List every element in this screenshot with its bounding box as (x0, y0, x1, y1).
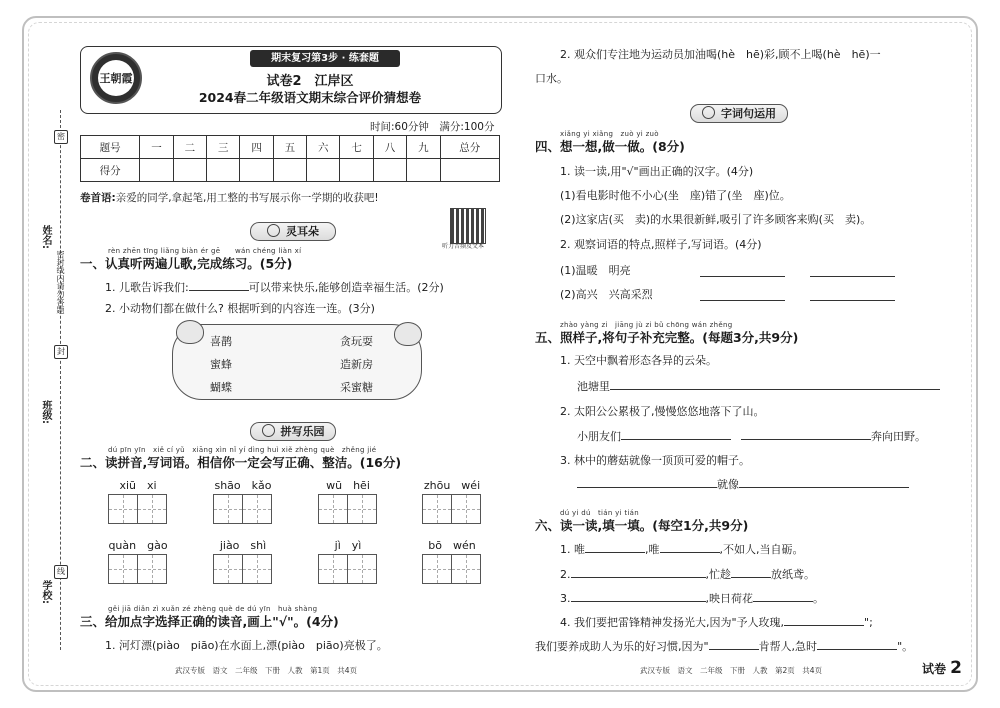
score-header-cell: 题号 (81, 136, 140, 159)
score-header-cell: 五 (273, 136, 306, 159)
q5-sentence: 1. 天空中飘着形态各异的云朵。 (560, 354, 717, 367)
q4-item[interactable]: (1)看电影时他不小心(坐 座)错了(坐 座)位。 (560, 189, 791, 202)
score-header-cell: 一 (140, 136, 173, 159)
preface: 卷首语:亲爱的同学,拿起笔,用工整的书写展示你一学期的收获吧! (80, 192, 379, 204)
q5-sentence: 3. 林中的蘑菇就像一顶顶可爱的帽子。 (560, 454, 750, 467)
q5-sentence: 2. 太阳公公累极了,慢慢悠悠地落下了山。 (560, 405, 765, 418)
q4-item: (2)高兴 兴高采烈 (560, 288, 653, 301)
pinyin-word: wū hēi (326, 479, 370, 492)
pinyin-word: quàn gào (108, 539, 168, 552)
writing-grid[interactable] (213, 554, 272, 584)
writing-grid[interactable] (422, 554, 481, 584)
match-right-word[interactable]: 造新房 (340, 358, 373, 371)
answer-blank[interactable] (660, 552, 720, 553)
class-label: 班级: (40, 400, 51, 424)
binding-dot: 线 (54, 565, 68, 579)
score-cell[interactable] (373, 159, 406, 182)
q6-item: 我们要养成助人为乐的好习惯,因为" 肯帮人,急时 "。 (535, 640, 914, 653)
q5-answer-line: 池塘里 (577, 378, 940, 394)
answer-blank[interactable] (709, 649, 759, 650)
writing-grid[interactable] (422, 494, 481, 524)
match-left-word[interactable]: 喜鹊 (210, 335, 232, 348)
answer-blank[interactable] (571, 577, 706, 578)
score-header-cell: 三 (207, 136, 240, 159)
answer-blank[interactable] (700, 276, 785, 277)
pinyin-word: shāo kǎo (214, 479, 272, 492)
question-4-title: 四、想一想,做一做。(8分) (535, 139, 685, 154)
answer-blank[interactable] (610, 389, 940, 390)
score-cell[interactable] (240, 159, 273, 182)
step-bar: 期末复习第3步 · 练套题 (250, 50, 400, 67)
score-header-cell: 四 (240, 136, 273, 159)
answer-blank[interactable] (810, 276, 895, 277)
answer-blank[interactable] (621, 439, 731, 440)
pinyin-hint: rèn zhēn tīng liǎng biàn ér gē wán chéng liàn xí (108, 247, 302, 255)
score-row-label: 得分 (81, 159, 140, 182)
question-5-title: 五、照样子,将句子补充完整。(每题3分,共9分) (535, 330, 799, 345)
q6-item: 4. 我们要把雷锋精神发扬光大,因为"予人玫瑰, "; (560, 616, 873, 629)
paper-badge: 试卷 2 (921, 658, 962, 678)
score-header-cell: 六 (307, 136, 340, 159)
answer-blank[interactable] (731, 577, 771, 578)
footer-left: 武汉专版 语文 二年级 下册 人教 第1页 共4页 (175, 666, 358, 675)
pinyin-word: jiào shì (219, 539, 267, 552)
score-cell[interactable] (407, 159, 440, 182)
section-listen: 灵耳朵 (250, 222, 336, 241)
question-2-title: 二、读拼音,写词语。相信你一定会写正确、整洁。(16分) (80, 455, 402, 470)
score-header-cell: 二 (173, 136, 206, 159)
time-score: 时间:60分钟 满分:100分 (370, 121, 495, 133)
pinyin-hint: xiǎng yi xiǎng zuò yi zuò (560, 130, 659, 138)
qr-caption: 听力音频及文本 (442, 243, 485, 250)
writing-grid[interactable] (108, 494, 167, 524)
match-left-word[interactable]: 蜜蜂 (210, 358, 232, 371)
paper-title: 试卷2 江岸区 (266, 74, 354, 89)
section-pinyin: 拼写乐园 (250, 422, 336, 441)
bird-icon (394, 322, 422, 346)
q3-sentence[interactable]: 1. 河灯漂(piào piāo)在水面上,漂(piào piāo)亮极了。 (105, 639, 388, 652)
score-cell[interactable] (173, 159, 206, 182)
q4-sentence: 1. 读一读,用"√"画出正确的汉字。(4分) (560, 165, 754, 178)
q6-item: 1. 唯 ,唯 ,不如人,当自砺。 (560, 543, 804, 556)
score-cell[interactable] (273, 159, 306, 182)
pinyin-word: jì yì (334, 539, 362, 552)
book-icon (702, 106, 715, 119)
q3-sentence-cont: 口水。 (535, 72, 568, 85)
answer-blank[interactable] (741, 439, 871, 440)
qr-code-icon (450, 208, 486, 244)
binding-dot: 封 (54, 345, 68, 359)
pinyin-hint: gěi jiā diǎn zì xuǎn zé zhèng què de dú yīn huà shàng (108, 605, 318, 613)
answer-blank[interactable] (810, 300, 895, 301)
score-table (80, 135, 500, 182)
match-right-word[interactable]: 采蜜糖 (340, 381, 373, 394)
writing-grid[interactable] (318, 494, 377, 524)
q1-sentence: 2. 小动物们都在做什么? 根据听到的内容连一连。(3分) (105, 302, 375, 315)
binding-dot: 密 (54, 130, 68, 144)
q6-item: 3. ,映日荷花 。 (560, 592, 824, 605)
question-6-title: 六、读一读,填一填。(每空1分,共9分) (535, 518, 749, 533)
brand-logo: 王朝霞 (90, 52, 142, 104)
answer-blank[interactable] (739, 487, 909, 488)
writing-grid[interactable] (318, 554, 377, 584)
answer-blank[interactable] (571, 601, 706, 602)
match-right-word[interactable]: 贪玩耍 (340, 335, 373, 348)
pinyin-word: xiū xi (119, 479, 157, 492)
score-cell[interactable] (340, 159, 373, 182)
school-label: 学校: (40, 580, 51, 604)
answer-blank[interactable] (189, 290, 249, 291)
q4-sentence: 2. 观察词语的特点,照样子,写词语。(4分) (560, 238, 762, 251)
q5-answer-line: 小朋友们 奔向田野。 (577, 430, 926, 443)
score-cell[interactable] (140, 159, 173, 182)
headphone-icon (267, 224, 280, 237)
pinyin-word: zhōu wéi (423, 479, 481, 492)
writing-grid[interactable] (108, 554, 167, 584)
paper-subtitle: 2024春二年级语文期末综合评价猜想卷 (198, 90, 422, 105)
question-3-title: 三、给加点字选择正确的读音,画上"√"。(4分) (80, 614, 339, 629)
answer-blank[interactable] (577, 487, 717, 488)
score-header-row (81, 136, 500, 159)
score-cell[interactable] (207, 159, 240, 182)
q4-item: (1)温暖 明亮 (560, 264, 631, 277)
bird-icon (176, 320, 204, 344)
match-left-word[interactable]: 蝴蝶 (210, 381, 232, 394)
score-row (81, 159, 500, 182)
pinyin-hint: dú yi dú tián yi tián (560, 509, 639, 517)
answer-blank[interactable] (753, 601, 813, 602)
binding-warning: 密封线内请勿答题 (56, 250, 65, 314)
footer-right: 武汉专版 语文 二年级 下册 人教 第2页 共4页 (640, 666, 823, 675)
q3-sentence[interactable]: 2. 观众们专注地为运动员加油喝(hè hē)彩,顾不上喝(hè hē)一 (560, 48, 881, 61)
answer-blank[interactable] (784, 625, 864, 626)
question-1-title: 一、认真听两遍儿歌,完成练习。(5分) (80, 256, 293, 271)
q1-sentence: 1. 儿歌告诉我们: 可以带来快乐,能够创造幸福生活。(2分) (105, 281, 444, 294)
score-header-cell: 八 (373, 136, 406, 159)
name-label: 姓名: (40, 225, 51, 249)
q6-item: 2. ,忙趁 放纸鸢。 (560, 568, 815, 581)
answer-blank[interactable] (817, 649, 897, 650)
answer-blank[interactable] (700, 300, 785, 301)
pinyin-hint: zhào yàng zi jiāng jù zi bǔ chōng wán zhěng (560, 321, 733, 329)
score-header-cell: 总分 (440, 136, 499, 159)
pencil-icon (262, 424, 275, 437)
score-cell[interactable] (440, 159, 499, 182)
page-frame (22, 16, 978, 692)
q5-answer-line: 就像 (577, 476, 909, 492)
score-header-cell: 九 (407, 136, 440, 159)
section-words: 字词句运用 (690, 104, 788, 123)
score-cell[interactable] (307, 159, 340, 182)
writing-grid[interactable] (213, 494, 272, 524)
pinyin-word: bō wén (428, 539, 476, 552)
answer-blank[interactable] (585, 552, 645, 553)
q4-item[interactable]: (2)这家店(买 卖)的水果很新鲜,吸引了许多顾客来购(买 卖)。 (560, 213, 872, 226)
score-header-cell: 七 (340, 136, 373, 159)
pinyin-hint: dú pīn yīn xiě cí yǔ xiāng xìn nǐ yí dìng huì xiě zhèng què zhěng jié (108, 446, 377, 454)
